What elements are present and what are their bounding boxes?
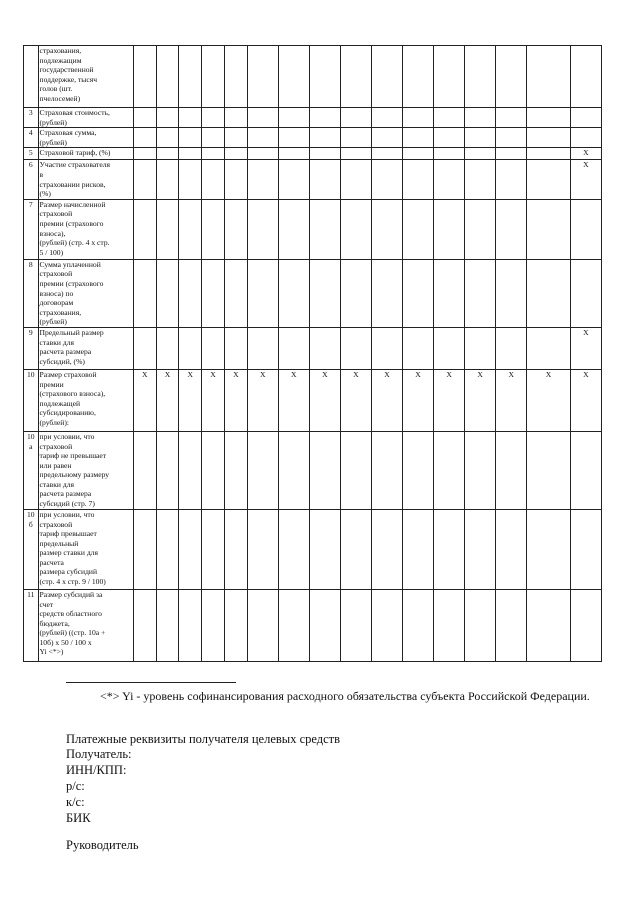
value-cell: [340, 589, 371, 661]
value-cell: [247, 199, 278, 259]
value-cell: [527, 128, 571, 148]
value-cell: [340, 509, 371, 589]
value-cell: [224, 128, 247, 148]
value-cell: [496, 160, 527, 199]
value-cell: [202, 199, 225, 259]
signature-label: Руководитель: [66, 838, 139, 852]
value-cell: X: [202, 369, 225, 431]
value-cell: X: [465, 369, 496, 431]
value-cell: [247, 509, 278, 589]
value-cell: [278, 46, 309, 108]
table-row: [24, 46, 602, 108]
row-label: Участие страхователя в страховании рисков, (%): [38, 160, 133, 199]
value-cell: [434, 199, 465, 259]
value-cell: [202, 108, 225, 128]
table-row: [24, 369, 602, 431]
value-cell: [340, 46, 371, 108]
value-cell: [202, 589, 225, 661]
value-cell: [278, 199, 309, 259]
value-cell: [156, 509, 179, 589]
table-row: [24, 509, 602, 589]
value-cell: [309, 589, 340, 661]
value-cell: [278, 259, 309, 327]
value-cell: [247, 259, 278, 327]
value-cell: [179, 589, 202, 661]
value-cell: [309, 46, 340, 108]
value-cell: [179, 327, 202, 369]
value-cell: [403, 108, 434, 128]
value-cell: [224, 327, 247, 369]
value-cell: [527, 199, 571, 259]
value-cell: [465, 327, 496, 369]
value-cell: [496, 199, 527, 259]
value-cell: [278, 327, 309, 369]
row-label: Страховая стоимость, (рублей): [38, 108, 133, 128]
row-number: 10 б: [24, 509, 39, 589]
value-cell: [403, 589, 434, 661]
value-cell: [434, 259, 465, 327]
table-row: [24, 259, 602, 327]
value-cell: [371, 108, 402, 128]
value-cell: [309, 108, 340, 128]
value-cell: [133, 108, 156, 128]
value-cell: [224, 509, 247, 589]
value-cell: [202, 148, 225, 160]
value-cell: [496, 259, 527, 327]
value-cell: [247, 327, 278, 369]
value-cell: [156, 259, 179, 327]
table-row: [24, 148, 602, 160]
inn-kpp-label: ИНН/КПП:: [66, 763, 127, 777]
row-number: 5: [24, 148, 39, 160]
value-cell: [434, 589, 465, 661]
value-cell: [179, 108, 202, 128]
value-cell: [496, 509, 527, 589]
value-cell: [278, 128, 309, 148]
row-number: 10 а: [24, 431, 39, 509]
correspondent-account-label: к/с:: [66, 795, 85, 809]
row-label: Размер субсидий за счет средств областного бюджета, (рублей) ((стр. 10а + 10б) x 50 / 100 x Yi <*>): [38, 589, 133, 661]
value-cell: [570, 108, 601, 128]
value-cell: [465, 431, 496, 509]
value-cell: [179, 46, 202, 108]
footnote-text: <*> Yi - уровень софинансирования расходного обязательства субъекта Российской Федерации.: [100, 689, 590, 703]
value-cell: [133, 148, 156, 160]
value-cell: [403, 160, 434, 199]
value-cell: X: [179, 369, 202, 431]
row-label: при условии, что страховой тариф не превышает или равен предельному размеру ставки для расчета размера субсидий (стр. 7): [38, 431, 133, 509]
value-cell: [224, 199, 247, 259]
value-cell: [403, 259, 434, 327]
value-cell: [156, 128, 179, 148]
value-cell: [570, 431, 601, 509]
value-cell: X: [527, 369, 571, 431]
value-cell: [309, 259, 340, 327]
value-cell: [403, 509, 434, 589]
value-cell: [340, 108, 371, 128]
value-cell: [570, 128, 601, 148]
row-number: 11: [24, 589, 39, 661]
value-cell: [309, 199, 340, 259]
value-cell: [278, 589, 309, 661]
bik-label: БИК: [66, 811, 91, 825]
value-cell: [434, 148, 465, 160]
value-cell: [179, 148, 202, 160]
table-row: [24, 128, 602, 148]
value-cell: [403, 148, 434, 160]
table-row: [24, 199, 602, 259]
row-label: Страховая сумма, (рублей): [38, 128, 133, 148]
value-cell: [340, 327, 371, 369]
value-cell: [156, 160, 179, 199]
value-cell: [340, 259, 371, 327]
value-cell: [570, 509, 601, 589]
value-cell: [156, 148, 179, 160]
row-number: 10: [24, 369, 39, 431]
value-cell: [179, 259, 202, 327]
value-cell: X: [570, 160, 601, 199]
subsidy-calculation-table: [23, 45, 602, 662]
value-cell: [527, 431, 571, 509]
value-cell: [133, 128, 156, 148]
row-label: Размер страховой премии (страхового взноса), подлежащей субсидированию, (рублей):: [38, 369, 133, 431]
value-cell: [465, 148, 496, 160]
value-cell: [309, 148, 340, 160]
value-cell: [465, 199, 496, 259]
value-cell: X: [309, 369, 340, 431]
value-cell: [133, 589, 156, 661]
value-cell: [224, 108, 247, 128]
row-number: 4: [24, 128, 39, 148]
row-number: 9: [24, 327, 39, 369]
value-cell: [527, 327, 571, 369]
table-row: [24, 160, 602, 199]
requisites-title: Платежные реквизиты получателя целевых средств: [66, 732, 341, 746]
value-cell: [179, 431, 202, 509]
value-cell: [340, 160, 371, 199]
value-cell: [309, 327, 340, 369]
value-cell: [278, 108, 309, 128]
value-cell: X: [224, 369, 247, 431]
footnote-separator: [66, 682, 236, 683]
value-cell: [496, 589, 527, 661]
value-cell: [278, 160, 309, 199]
value-cell: [309, 128, 340, 148]
value-cell: [465, 128, 496, 148]
value-cell: [371, 589, 402, 661]
value-cell: X: [496, 369, 527, 431]
row-number: 3: [24, 108, 39, 128]
value-cell: [278, 509, 309, 589]
value-cell: [156, 327, 179, 369]
table-row: [24, 108, 602, 128]
table-row: [24, 327, 602, 369]
value-cell: [133, 199, 156, 259]
value-cell: [202, 46, 225, 108]
value-cell: [340, 199, 371, 259]
value-cell: [434, 46, 465, 108]
row-label: Сумма уплаченной страховой премии (страхового взноса) по договорам страхования, (рублей): [38, 259, 133, 327]
value-cell: [179, 509, 202, 589]
value-cell: [434, 431, 465, 509]
value-cell: [247, 128, 278, 148]
value-cell: X: [434, 369, 465, 431]
value-cell: [340, 148, 371, 160]
value-cell: [403, 46, 434, 108]
value-cell: [570, 46, 601, 108]
value-cell: [278, 431, 309, 509]
value-cell: [434, 108, 465, 128]
value-cell: [403, 327, 434, 369]
value-cell: [527, 509, 571, 589]
value-cell: [224, 46, 247, 108]
row-number: [24, 46, 39, 108]
value-cell: [133, 509, 156, 589]
value-cell: [133, 431, 156, 509]
value-cell: [465, 259, 496, 327]
value-cell: [156, 589, 179, 661]
value-cell: [527, 46, 571, 108]
value-cell: [247, 148, 278, 160]
value-cell: [202, 160, 225, 199]
value-cell: [156, 431, 179, 509]
value-cell: [247, 589, 278, 661]
value-cell: [340, 431, 371, 509]
value-cell: [247, 160, 278, 199]
value-cell: [224, 431, 247, 509]
value-cell: [202, 431, 225, 509]
value-cell: [371, 327, 402, 369]
value-cell: X: [340, 369, 371, 431]
value-cell: [403, 199, 434, 259]
recipient-label: Получатель:: [66, 747, 132, 761]
value-cell: [403, 431, 434, 509]
row-number: 7: [24, 199, 39, 259]
value-cell: [371, 509, 402, 589]
value-cell: [434, 128, 465, 148]
value-cell: [371, 199, 402, 259]
value-cell: [527, 589, 571, 661]
value-cell: [465, 589, 496, 661]
value-cell: [156, 108, 179, 128]
value-cell: [371, 259, 402, 327]
value-cell: [202, 259, 225, 327]
value-cell: [465, 46, 496, 108]
value-cell: [133, 259, 156, 327]
value-cell: [179, 128, 202, 148]
row-label: страхования, подлежащим государственной поддержке, тысяч голов (шт. пчелосемей): [38, 46, 133, 108]
value-cell: [224, 148, 247, 160]
value-cell: X: [133, 369, 156, 431]
value-cell: [133, 46, 156, 108]
value-cell: [570, 259, 601, 327]
value-cell: [202, 509, 225, 589]
value-cell: [465, 108, 496, 128]
value-cell: X: [371, 369, 402, 431]
value-cell: [156, 46, 179, 108]
value-cell: [309, 160, 340, 199]
value-cell: [247, 108, 278, 128]
value-cell: [309, 509, 340, 589]
value-cell: [496, 431, 527, 509]
value-cell: [247, 431, 278, 509]
value-cell: [133, 327, 156, 369]
value-cell: [156, 199, 179, 259]
value-cell: [179, 199, 202, 259]
value-cell: [202, 327, 225, 369]
row-label: Страховой тариф, (%): [38, 148, 133, 160]
value-cell: [247, 46, 278, 108]
value-cell: X: [570, 369, 601, 431]
value-cell: [133, 160, 156, 199]
value-cell: [224, 259, 247, 327]
value-cell: X: [570, 148, 601, 160]
value-cell: [371, 160, 402, 199]
table-row: [24, 589, 602, 661]
value-cell: [527, 259, 571, 327]
value-cell: X: [278, 369, 309, 431]
value-cell: [527, 148, 571, 160]
value-cell: [309, 431, 340, 509]
row-number: 8: [24, 259, 39, 327]
value-cell: [224, 160, 247, 199]
table-row: [24, 431, 602, 509]
value-cell: [434, 509, 465, 589]
value-cell: [496, 148, 527, 160]
value-cell: X: [156, 369, 179, 431]
value-cell: [371, 128, 402, 148]
row-label: Размер начисленной страховой премии (страхового взноса), (рублей) (стр. 4 x стр. 5 / 100): [38, 199, 133, 259]
value-cell: [570, 589, 601, 661]
value-cell: [527, 160, 571, 199]
value-cell: [224, 589, 247, 661]
value-cell: X: [570, 327, 601, 369]
value-cell: [371, 148, 402, 160]
value-cell: [527, 108, 571, 128]
value-cell: [278, 148, 309, 160]
value-cell: [465, 160, 496, 199]
value-cell: [202, 128, 225, 148]
value-cell: [496, 46, 527, 108]
value-cell: [340, 128, 371, 148]
value-cell: [403, 128, 434, 148]
value-cell: [496, 108, 527, 128]
value-cell: [371, 46, 402, 108]
value-cell: [570, 199, 601, 259]
row-label: при условии, что страховой тариф превышает предельный размер ставки для расчета размера субсидий (стр. 4 x стр. 9 / 100): [38, 509, 133, 589]
row-label: Предельный размер ставки для расчета размера субсидий, (%): [38, 327, 133, 369]
value-cell: X: [403, 369, 434, 431]
value-cell: X: [247, 369, 278, 431]
value-cell: [371, 431, 402, 509]
value-cell: [465, 509, 496, 589]
settlement-account-label: р/с:: [66, 779, 85, 793]
value-cell: [496, 327, 527, 369]
value-cell: [179, 160, 202, 199]
value-cell: [434, 160, 465, 199]
value-cell: [434, 327, 465, 369]
row-number: 6: [24, 160, 39, 199]
value-cell: [496, 128, 527, 148]
